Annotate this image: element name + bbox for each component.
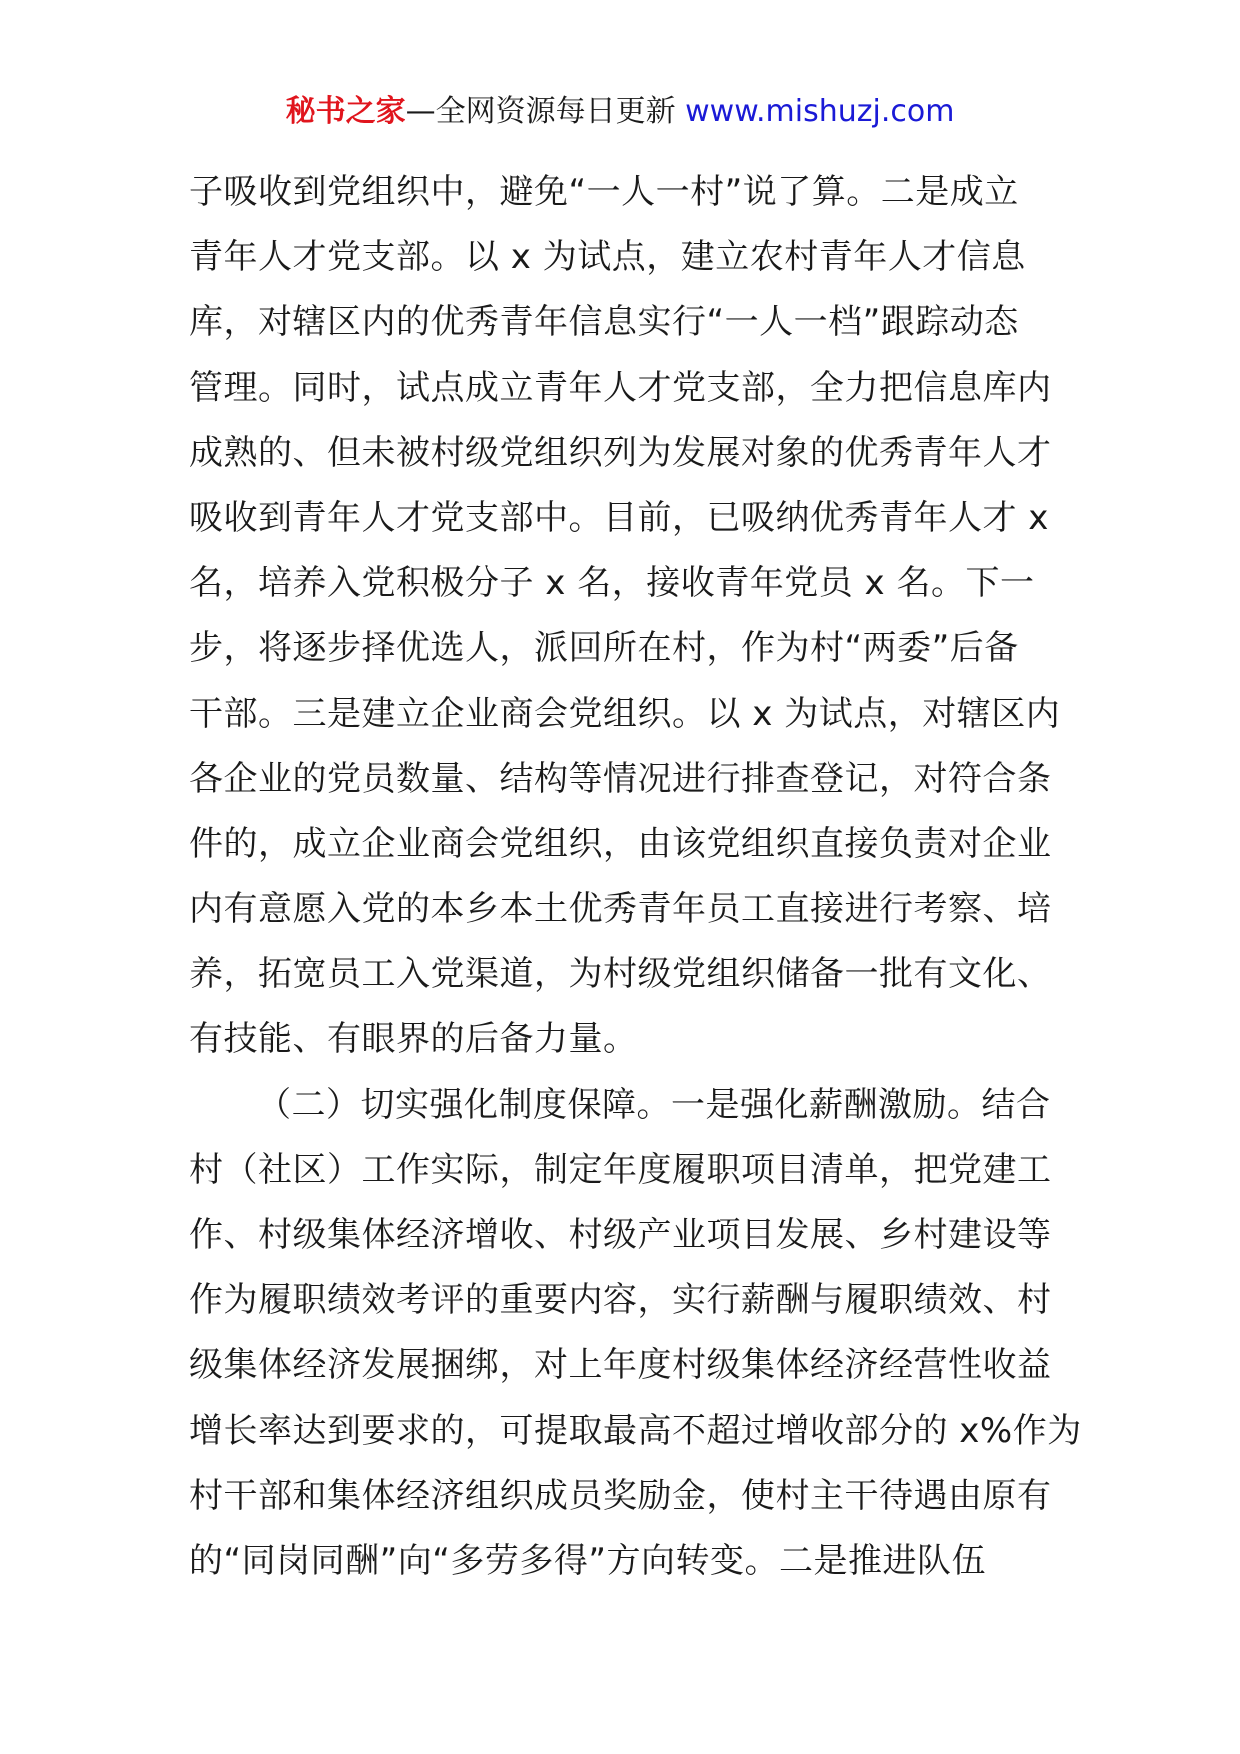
site-header (0, 92, 1240, 132)
text-line: 作、村级集体经济增收、村级产业项目发展、乡村建设等 (189, 1215, 1052, 1255)
text-line: 步，将逐步择优选人，派回所在村，作为村“两委”后备 (189, 628, 1019, 669)
text-line: 管理。同时，试点成立青年人才党支部，全力把信息库内 (189, 367, 1052, 408)
site-url-link[interactable]: www.mishuzj.com (685, 94, 955, 129)
text-line: 青年人才党支部。以 x 为试点，建立农村青年人才信息 (189, 237, 1026, 278)
text-line: 名，培养入党积极分子 x 名，接收青年党员 x 名。下一 (189, 563, 1035, 604)
text-line: 各企业的党员数量、结构等情况进行排查登记，对符合条 (189, 758, 1052, 799)
text-line: 吸收到青年人才党支部中。目前，已吸纳优秀青年人才 x (189, 497, 1049, 538)
text-line: 有技能、有眼界的后备力量。 (189, 1019, 638, 1060)
text-line: 内有意愿入党的本乡本土优秀青年员工直接进行考察、培 (189, 889, 1052, 930)
text-line: 村（社区）工作实际，制定年度履职项目清单，把党建工 (189, 1149, 1052, 1190)
text-line: 库，对辖区内的优秀青年信息实行“一人一档”跟踪动态 (189, 302, 1019, 343)
text-line: 村干部和集体经济组织成员奖励金，使村主干待遇由原有 (189, 1475, 1052, 1516)
text-line: 干部。三是建立企业商会党组织。以 x 为试点，对辖区内 (189, 693, 1061, 734)
document-body (189, 160, 1082, 1594)
text-line: 件的，成立企业商会党组织，由该党组织直接负责对企业 (189, 823, 1052, 864)
text-line: 级集体经济发展捆绑，对上年度村级集体经济经营性收益 (189, 1345, 1052, 1386)
text-line: 增长率达到要求的，可提取最高不超过增收部分的 x%作为 (189, 1410, 1082, 1451)
site-tagline: —全网资源每日更新 (405, 94, 686, 129)
text-line: 子吸收到党组织中，避免“一人一村”说了算。二是成立 (189, 172, 1019, 212)
paragraph-start-line: （二）切实强化制度保障。一是强化薪酬激励。结合 (257, 1084, 1051, 1125)
text-line: 的“同岗同酬”向“多劳多得”方向转变。二是推进队伍 (189, 1540, 986, 1581)
text-line: 养，拓宽员工入党渠道，为村级党组织储备一批有文化、 (189, 954, 1052, 995)
site-brand: 秘书之家 (285, 94, 406, 129)
text-line: 作为履职绩效考评的重要内容，实行薪酬与履职绩效、村 (189, 1280, 1052, 1321)
text-line: 成熟的、但未被村级党组织列为发展对象的优秀青年人才 (189, 432, 1052, 473)
